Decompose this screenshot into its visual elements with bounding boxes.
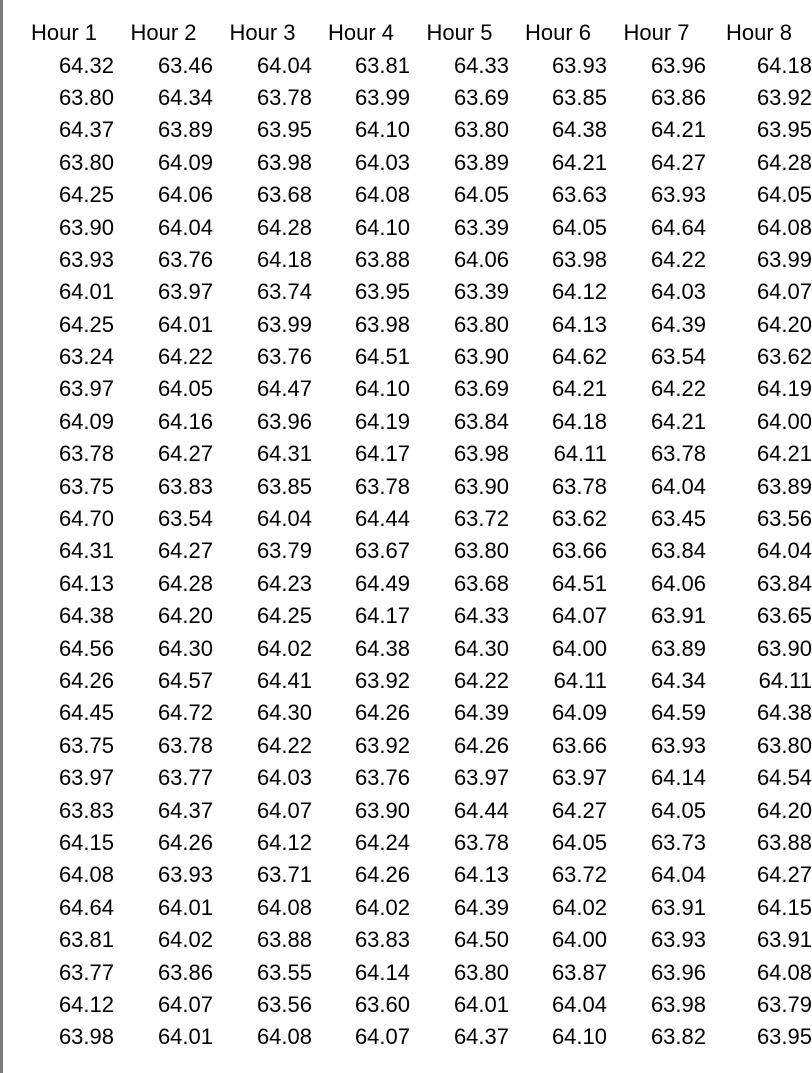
table-row bbox=[14, 827, 812, 859]
table-cell: 64.32 bbox=[58, 52, 114, 78]
table-cell: 64.18 bbox=[756, 52, 812, 78]
table-cell: 64.31 bbox=[58, 538, 114, 564]
column-header-hour-8: Hour 8 bbox=[725, 20, 793, 46]
table-cell: 63.86 bbox=[157, 959, 213, 985]
table-cell: 64.07 bbox=[256, 797, 312, 823]
table-cell: 63.84 bbox=[453, 408, 509, 434]
table-cell: 64.02 bbox=[256, 635, 312, 661]
table-cell: 64.02 bbox=[157, 927, 213, 953]
table-cell: 63.79 bbox=[756, 991, 812, 1017]
table-cell: 63.62 bbox=[756, 344, 812, 370]
column-header-hour-3: Hour 3 bbox=[229, 20, 296, 46]
table-cell: 64.04 bbox=[157, 214, 213, 240]
table-cell: 63.77 bbox=[157, 765, 213, 791]
table-cell: 63.83 bbox=[58, 797, 114, 823]
table-cell: 63.89 bbox=[453, 149, 509, 175]
table-row bbox=[14, 470, 812, 502]
table-cell: 63.78 bbox=[650, 441, 706, 467]
table-cell: 64.39 bbox=[453, 894, 509, 920]
table-cell: 64.37 bbox=[58, 117, 114, 143]
table-cell: 64.26 bbox=[157, 829, 213, 855]
table-cell: 64.56 bbox=[58, 635, 114, 661]
table-cell: 63.89 bbox=[756, 473, 812, 499]
table-cell: 63.80 bbox=[453, 959, 509, 985]
table-cell: 64.24 bbox=[354, 829, 410, 855]
table-cell: 64.41 bbox=[256, 668, 312, 693]
table-cell: 63.89 bbox=[157, 117, 213, 143]
table-row bbox=[14, 989, 812, 1021]
table-cell: 63.69 bbox=[453, 376, 509, 402]
table-cell: 63.91 bbox=[650, 603, 706, 629]
table-cell: 63.86 bbox=[650, 84, 706, 110]
table-cell: 63.69 bbox=[453, 84, 509, 110]
table-cell: 63.97 bbox=[157, 279, 213, 305]
table-cell: 63.93 bbox=[157, 862, 213, 888]
table-row bbox=[14, 309, 812, 341]
column-header-hour-4: Hour 4 bbox=[327, 20, 395, 46]
table-row bbox=[14, 762, 812, 794]
table-cell: 64.02 bbox=[551, 894, 607, 920]
table-cell: 63.78 bbox=[58, 441, 114, 467]
table-cell: 64.12 bbox=[551, 279, 607, 305]
table-cell: 63.95 bbox=[256, 117, 312, 143]
table-cell: 63.98 bbox=[650, 991, 706, 1017]
table-cell: 63.45 bbox=[650, 506, 706, 532]
table-cell: 63.77 bbox=[58, 959, 114, 985]
table-cell: 64.26 bbox=[453, 732, 509, 758]
table-row bbox=[14, 956, 812, 988]
table-cell: 64.38 bbox=[551, 117, 607, 143]
column-header-hour-1: Hour 1 bbox=[30, 20, 98, 46]
table-cell: 64.13 bbox=[551, 311, 607, 337]
table-cell: 64.27 bbox=[157, 441, 213, 467]
table-row bbox=[14, 1021, 812, 1053]
table-cell: 63.83 bbox=[157, 473, 213, 499]
table-cell: 63.91 bbox=[756, 927, 812, 953]
table-cell: 64.08 bbox=[256, 1024, 312, 1050]
table-cell: 64.15 bbox=[58, 829, 114, 855]
table-cell: 64.22 bbox=[157, 344, 213, 370]
table-cell: 64.01 bbox=[157, 311, 213, 337]
table-cell: 64.18 bbox=[551, 408, 607, 434]
table-cell: 63.62 bbox=[551, 506, 607, 532]
table-cell: 63.78 bbox=[354, 473, 410, 499]
table-cell: 63.54 bbox=[157, 506, 213, 532]
table-cell: 63.93 bbox=[58, 246, 114, 272]
table-row bbox=[14, 924, 812, 956]
table-cell: 64.20 bbox=[756, 797, 812, 823]
table-cell: 63.98 bbox=[256, 149, 312, 175]
table-cell: 64.09 bbox=[58, 408, 114, 434]
table-cell: 64.64 bbox=[650, 214, 706, 240]
table-cell: 64.01 bbox=[58, 279, 114, 305]
table-cell: 64.04 bbox=[256, 52, 312, 78]
table-cell: 63.81 bbox=[354, 52, 410, 78]
table-cell: 63.66 bbox=[551, 538, 607, 564]
table-cell: 63.78 bbox=[551, 473, 607, 499]
table-cell: 63.92 bbox=[354, 668, 410, 693]
table-cell: 63.24 bbox=[58, 344, 114, 370]
table-cell: 63.56 bbox=[756, 506, 812, 532]
table-cell: 64.07 bbox=[551, 603, 607, 629]
table-row bbox=[14, 794, 812, 826]
table-cell: 63.91 bbox=[650, 894, 706, 920]
table-cell: 63.93 bbox=[650, 927, 706, 953]
table-cell: 64.37 bbox=[453, 1024, 509, 1050]
table-row bbox=[14, 147, 812, 179]
table-cell: 64.08 bbox=[354, 182, 410, 208]
table-cell: 63.88 bbox=[256, 927, 312, 953]
table-row bbox=[14, 82, 812, 114]
table-cell: 63.68 bbox=[256, 182, 312, 208]
table-cell: 64.10 bbox=[354, 214, 410, 240]
table-cell: 64.13 bbox=[453, 862, 509, 888]
table-cell: 63.76 bbox=[256, 344, 312, 370]
table-row bbox=[14, 341, 812, 373]
hourly-measurements-table bbox=[14, 17, 812, 1054]
table-cell: 64.33 bbox=[453, 52, 509, 78]
table-cell: 63.92 bbox=[354, 732, 410, 758]
table-cell: 63.90 bbox=[354, 797, 410, 823]
table-cell: 64.00 bbox=[756, 408, 812, 434]
table-cell: 64.38 bbox=[756, 700, 812, 726]
table-cell: 64.50 bbox=[453, 927, 509, 953]
table-cell: 63.72 bbox=[453, 506, 509, 532]
table-cell: 63.93 bbox=[551, 52, 607, 78]
table-cell: 63.93 bbox=[650, 182, 706, 208]
table-cell: 63.95 bbox=[756, 117, 812, 143]
table-cell: 63.73 bbox=[650, 829, 706, 855]
table-cell: 64.72 bbox=[157, 700, 213, 726]
table-cell: 64.10 bbox=[354, 117, 410, 143]
table-row bbox=[14, 114, 812, 146]
table-cell: 63.96 bbox=[650, 52, 706, 78]
table-cell: 64.07 bbox=[354, 1024, 410, 1050]
table-cell: 64.70 bbox=[58, 506, 114, 532]
table-cell: 63.54 bbox=[650, 344, 706, 370]
table-row bbox=[14, 211, 812, 243]
table-cell: 64.21 bbox=[650, 117, 706, 143]
table-cell: 64.54 bbox=[756, 765, 812, 791]
table-cell: 64.26 bbox=[354, 862, 410, 888]
table-cell: 63.99 bbox=[354, 84, 410, 110]
table-cell: 64.27 bbox=[551, 797, 607, 823]
table-cell: 64.21 bbox=[551, 376, 607, 402]
table-cell: 64.12 bbox=[58, 991, 114, 1017]
table-cell: 64.05 bbox=[756, 182, 812, 208]
table-cell: 64.12 bbox=[256, 829, 312, 855]
table-cell: 63.97 bbox=[58, 765, 114, 791]
table-row bbox=[14, 632, 812, 664]
table-cell: 64.20 bbox=[756, 311, 812, 337]
table-cell: 64.21 bbox=[551, 149, 607, 175]
table-cell: 64.21 bbox=[650, 408, 706, 434]
table-cell: 64.09 bbox=[157, 149, 213, 175]
table-cell: 64.39 bbox=[453, 700, 509, 726]
table-cell: 63.83 bbox=[354, 927, 410, 953]
table-cell: 64.07 bbox=[157, 991, 213, 1017]
table-cell: 64.08 bbox=[756, 959, 812, 985]
table-cell: 63.80 bbox=[58, 149, 114, 175]
table-cell: 63.60 bbox=[354, 991, 410, 1017]
table-cell: 64.00 bbox=[551, 635, 607, 661]
table-cell: 63.90 bbox=[58, 214, 114, 240]
table-cell: 63.90 bbox=[756, 635, 812, 661]
table-cell: 64.59 bbox=[650, 700, 706, 726]
table-cell: 64.05 bbox=[157, 376, 213, 402]
table-cell: 63.39 bbox=[453, 279, 509, 305]
table-row bbox=[14, 600, 812, 632]
table-cell: 64.09 bbox=[551, 700, 607, 726]
table-cell: 64.25 bbox=[256, 603, 312, 629]
header-row bbox=[14, 17, 812, 49]
table-cell: 63.89 bbox=[650, 635, 706, 661]
table-row bbox=[14, 730, 812, 762]
table-cell: 64.08 bbox=[58, 862, 114, 888]
table-cell: 64.13 bbox=[58, 570, 114, 596]
table-row bbox=[14, 892, 812, 924]
table-cell: 64.10 bbox=[354, 376, 410, 402]
table-cell: 64.07 bbox=[756, 279, 812, 305]
table-cell: 64.17 bbox=[354, 441, 410, 467]
table-cell: 64.15 bbox=[756, 894, 812, 920]
table-cell: 64.05 bbox=[551, 829, 607, 855]
table-cell: 64.27 bbox=[157, 538, 213, 564]
table-cell: 63.98 bbox=[354, 311, 410, 337]
table-cell: 64.19 bbox=[354, 408, 410, 434]
table-cell: 63.76 bbox=[354, 765, 410, 791]
table-cell: 63.78 bbox=[453, 829, 509, 855]
table-cell: 63.85 bbox=[256, 473, 312, 499]
table-cell: 64.03 bbox=[354, 149, 410, 175]
table-cell: 64.08 bbox=[256, 894, 312, 920]
table-cell: 64.00 bbox=[551, 927, 607, 953]
table-cell: 64.04 bbox=[650, 862, 706, 888]
column-header-hour-7: Hour 7 bbox=[623, 20, 690, 46]
table-row bbox=[14, 568, 812, 600]
table-cell: 64.26 bbox=[58, 668, 114, 693]
table-cell: 64.27 bbox=[650, 149, 706, 175]
table-cell: 63.84 bbox=[756, 570, 812, 596]
table-cell: 63.82 bbox=[650, 1024, 706, 1050]
table-cell: 63.46 bbox=[157, 52, 213, 78]
table-cell: 63.80 bbox=[453, 117, 509, 143]
table-cell: 63.75 bbox=[58, 732, 114, 758]
table-cell: 64.23 bbox=[256, 570, 312, 596]
table-cell: 63.95 bbox=[354, 279, 410, 305]
table-cell: 63.97 bbox=[58, 376, 114, 402]
table-cell: 64.03 bbox=[650, 279, 706, 305]
table-cell: 63.92 bbox=[756, 84, 812, 110]
table-cell: 63.99 bbox=[756, 246, 812, 272]
table-cell: 63.80 bbox=[756, 732, 812, 758]
table-cell: 64.22 bbox=[256, 732, 312, 758]
table-cell: 63.90 bbox=[453, 473, 509, 499]
left-border bbox=[0, 0, 3, 1073]
table-cell: 64.28 bbox=[256, 214, 312, 240]
table-cell: 64.30 bbox=[157, 635, 213, 661]
table-cell: 64.47 bbox=[256, 376, 312, 402]
table-cell: 63.96 bbox=[256, 408, 312, 434]
table-cell: 63.88 bbox=[756, 829, 812, 855]
table-cell: 64.05 bbox=[551, 214, 607, 240]
table-cell: 64.51 bbox=[354, 344, 410, 370]
table-cell: 64.05 bbox=[650, 797, 706, 823]
table-body bbox=[14, 49, 812, 1053]
table-cell: 64.31 bbox=[256, 441, 312, 467]
table-row bbox=[14, 49, 812, 81]
table-cell: 64.04 bbox=[650, 473, 706, 499]
table-row bbox=[14, 665, 812, 697]
table-cell: 63.56 bbox=[256, 991, 312, 1017]
data-sheet bbox=[14, 17, 812, 1054]
table-cell: 63.76 bbox=[157, 246, 213, 272]
table-row bbox=[14, 373, 812, 405]
table-cell: 63.71 bbox=[256, 862, 312, 888]
table-cell: 63.99 bbox=[256, 311, 312, 337]
table-cell: 64.22 bbox=[453, 668, 509, 693]
table-cell: 64.14 bbox=[354, 959, 410, 985]
table-cell: 63.98 bbox=[551, 246, 607, 272]
table-cell: 64.04 bbox=[256, 506, 312, 532]
table-row bbox=[14, 179, 812, 211]
table-cell: 64.39 bbox=[650, 311, 706, 337]
column-header-hour-2: Hour 2 bbox=[130, 20, 197, 46]
table-cell: 63.79 bbox=[256, 538, 312, 564]
table-cell: 64.16 bbox=[157, 408, 213, 434]
table-cell: 63.75 bbox=[58, 473, 114, 499]
table-cell: 63.95 bbox=[756, 1024, 812, 1050]
table-cell: 63.39 bbox=[453, 214, 509, 240]
column-header-hour-6: Hour 6 bbox=[524, 20, 592, 46]
table-cell: 64.28 bbox=[157, 570, 213, 596]
table-cell: 63.97 bbox=[453, 765, 509, 791]
table-cell: 64.28 bbox=[756, 149, 812, 175]
table-cell: 63.67 bbox=[354, 538, 410, 564]
table-cell: 63.87 bbox=[551, 959, 607, 985]
table-cell: 64.01 bbox=[453, 991, 509, 1017]
table-row bbox=[14, 438, 812, 470]
table-cell: 64.02 bbox=[354, 894, 410, 920]
table-cell: 63.78 bbox=[157, 732, 213, 758]
table-cell: 63.66 bbox=[551, 732, 607, 758]
table-cell: 64.38 bbox=[354, 635, 410, 661]
table-cell: 64.57 bbox=[157, 668, 213, 693]
table-cell: 63.85 bbox=[551, 84, 607, 110]
table-cell: 64.45 bbox=[58, 700, 114, 726]
table-cell: 64.11 bbox=[758, 668, 812, 693]
table-cell: 64.17 bbox=[354, 603, 410, 629]
table-cell: 64.18 bbox=[256, 246, 312, 272]
table-cell: 64.06 bbox=[650, 570, 706, 596]
table-cell: 64.11 bbox=[553, 441, 607, 467]
table-cell: 64.20 bbox=[157, 603, 213, 629]
table-cell: 63.93 bbox=[650, 732, 706, 758]
table-cell: 63.80 bbox=[453, 538, 509, 564]
table-cell: 63.84 bbox=[650, 538, 706, 564]
table-cell: 64.01 bbox=[157, 1024, 213, 1050]
table-cell: 64.38 bbox=[58, 603, 114, 629]
table-cell: 64.21 bbox=[756, 441, 812, 467]
table-cell: 64.30 bbox=[453, 635, 509, 661]
table-cell: 64.22 bbox=[650, 376, 706, 402]
table-row bbox=[14, 244, 812, 276]
table-cell: 64.64 bbox=[58, 894, 114, 920]
table-cell: 63.78 bbox=[256, 84, 312, 110]
table-cell: 63.80 bbox=[58, 84, 114, 110]
table-cell: 64.34 bbox=[157, 84, 213, 110]
table-cell: 64.25 bbox=[58, 311, 114, 337]
table-cell: 64.34 bbox=[650, 668, 706, 693]
table-cell: 64.33 bbox=[453, 603, 509, 629]
table-cell: 64.51 bbox=[551, 570, 607, 596]
table-cell: 64.10 bbox=[551, 1024, 607, 1050]
table-cell: 63.63 bbox=[551, 182, 607, 208]
table-cell: 63.97 bbox=[551, 765, 607, 791]
table-cell: 63.80 bbox=[453, 311, 509, 337]
table-cell: 64.25 bbox=[58, 182, 114, 208]
table-cell: 63.68 bbox=[453, 570, 509, 596]
table-row bbox=[14, 859, 812, 891]
table-cell: 63.81 bbox=[58, 927, 114, 953]
table-cell: 64.11 bbox=[553, 668, 607, 693]
table-cell: 63.96 bbox=[650, 959, 706, 985]
table-cell: 64.04 bbox=[551, 991, 607, 1017]
table-cell: 64.03 bbox=[256, 765, 312, 791]
table-cell: 63.74 bbox=[256, 279, 312, 305]
table-cell: 63.72 bbox=[551, 862, 607, 888]
table-cell: 64.06 bbox=[157, 182, 213, 208]
table-cell: 64.05 bbox=[453, 182, 509, 208]
table-row bbox=[14, 276, 812, 308]
table-cell: 63.55 bbox=[256, 959, 312, 985]
table-cell: 64.08 bbox=[756, 214, 812, 240]
table-cell: 64.04 bbox=[756, 538, 812, 564]
table-cell: 64.49 bbox=[354, 570, 410, 596]
table-cell: 64.62 bbox=[551, 344, 607, 370]
table-cell: 64.14 bbox=[650, 765, 706, 791]
table-cell: 63.98 bbox=[453, 441, 509, 467]
table-cell: 63.65 bbox=[756, 603, 812, 629]
table-cell: 64.22 bbox=[650, 246, 706, 272]
table-cell: 64.27 bbox=[756, 862, 812, 888]
table-cell: 63.98 bbox=[58, 1024, 114, 1050]
table-cell: 63.88 bbox=[354, 246, 410, 272]
column-header-hour-5: Hour 5 bbox=[426, 20, 493, 46]
table-cell: 64.30 bbox=[256, 700, 312, 726]
table-cell: 64.44 bbox=[453, 797, 509, 823]
table-row bbox=[14, 535, 812, 567]
table-cell: 64.26 bbox=[354, 700, 410, 726]
table-cell: 64.44 bbox=[354, 506, 410, 532]
table-cell: 64.19 bbox=[756, 376, 812, 402]
table-row bbox=[14, 406, 812, 438]
table-cell: 63.90 bbox=[453, 344, 509, 370]
table-row bbox=[14, 503, 812, 535]
table-cell: 64.37 bbox=[157, 797, 213, 823]
table-row bbox=[14, 697, 812, 729]
table-cell: 64.06 bbox=[453, 246, 509, 272]
table-cell: 64.01 bbox=[157, 894, 213, 920]
